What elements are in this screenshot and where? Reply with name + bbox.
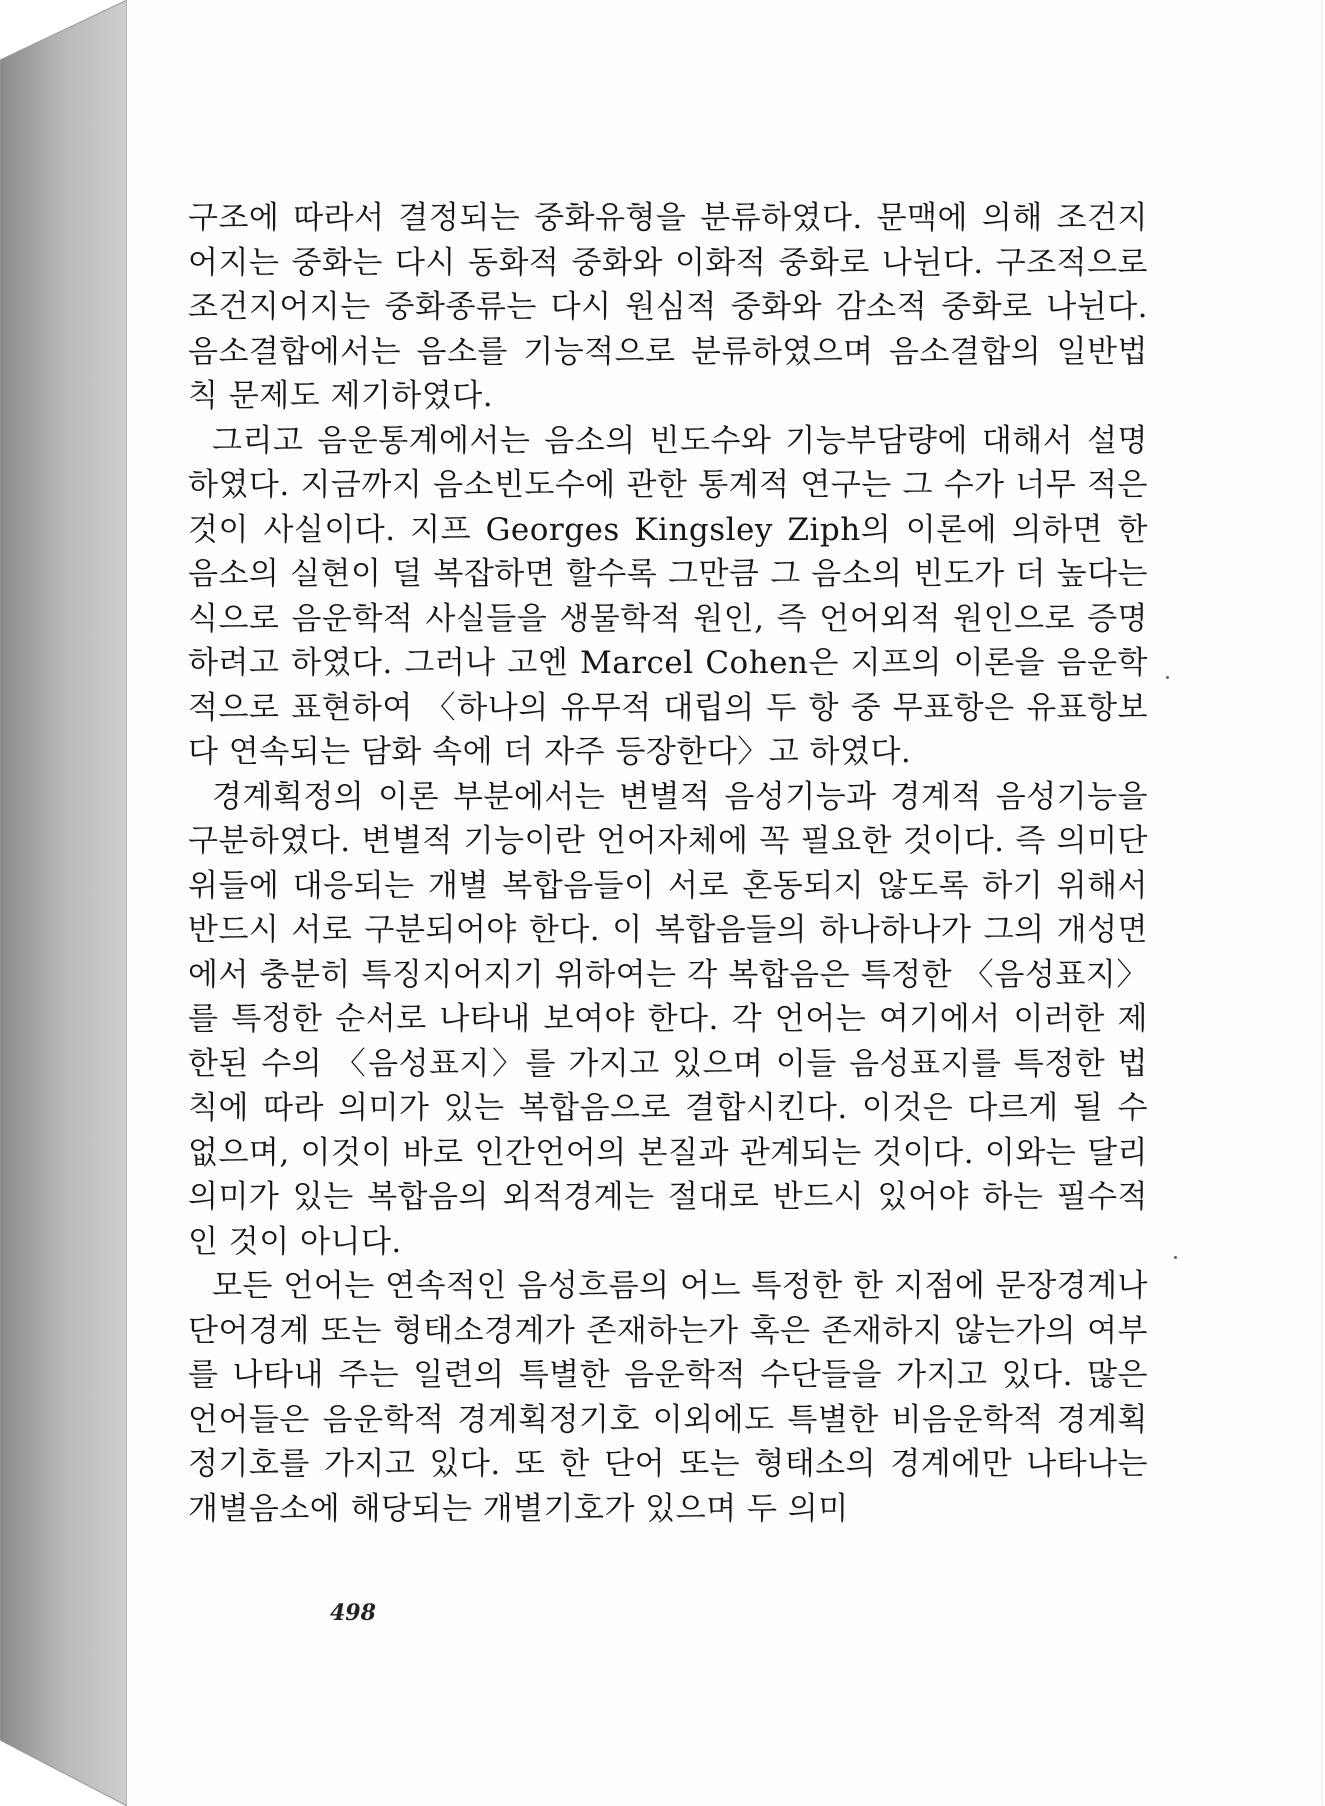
paragraph-3: 경계획정의 이론 부분에서는 변별적 음성기능과 경계적 음성기능을 구분하였다. 변별적 기능이란 언어자체에 꼭 필요한 것이다. 즉 의미단위들에 대응되는 개별 복합음들이 서로 혼동되지 않도록 하기 위해서 반드시 서로 구분되어야 한다. 이 복합음들의 하나하나가 그의 개성면에서 충분히 특징지어지기 위하여는 각 복합음은 특정한 〈음성표지〉를 특정한 순서로 나타내 보여야 한다. 각 언어는 여기에서 이러한 제한된 수의 〈음성표지〉를 가지고 있으며 이들 음성표지를 특정한 법칙에 따라 의미가 있는 복합음으로 결합시킨다. 이것은 다르게 될 수 없으며, 이것이 바로 인간언어의 본질과 관계되는 것이다. 이와는 달리 의미가 있는 복합음의 외적경계는 절대로 반드시 있어야 하는 필수적인 것이 아니다. bbox=[188, 778, 1148, 1260]
paragraph-1: 구조에 따라서 결정되는 중화유형을 분류하였다. 문맥에 의해 조건지어지는 중화는 다시 동화적 중화와 이화적 중화로 나뉜다. 구조적으로 조건지어지는 중화종류는 다시 원심적 중화와 감소적 중화로 나뉜다. 음소결합에서는 음소를 기능적으로 분류하였으며 음소결합의 일반법칙 문제도 제기하였다. bbox=[188, 200, 1148, 414]
page-number: 498 bbox=[330, 1600, 376, 1626]
paragraph-2: 그리고 음운통계에서는 음소의 빈도수와 기능부담량에 대해서 설명하였다. 지금까지 음소빈도수에 관한 통계적 연구는 그 수가 너무 적은 것이 사실이다. 지프 Georges Kingsley Ziph의 이론에 의하면 한 음소의 실현이 덜 복잡하면 할수록 그만큼 그 음소의 빈도가 더 높다는 식으로 음운학적 사실들을 생물학적 원인, 즉 언어외적 원인으로 증명하려고 하였다. 그러나 고엔 Marcel Cohen은 지프의 이론을 음운학적으로 표현하여 〈하나의 유무적 대립의 두 항 중 무표항은 유표항보다 연속되는 담화 속에 더 자주 등장한다〉고 하였다. bbox=[188, 422, 1148, 770]
scan-speck bbox=[1166, 676, 1169, 679]
scan-speck bbox=[1174, 1256, 1177, 1259]
page-body-text bbox=[188, 196, 1148, 1531]
paragraph-4: 모든 언어는 연속적인 음성흐름의 어느 특정한 한 지점에 문장경계나 단어경계 또는 형태소경계가 존재하는가 혹은 존재하지 않는가의 여부를 나타내 주는 일련의 특별한 음운학적 수단들을 가지고 있다. 많은 언어들은 음운학적 경계획정기호 이외에도 특별한 비음운학적 경계획정기호를 가지고 있다. 또 한 단어 또는 형태소의 경계에만 나타나는 개별음소에 해당되는 개별기호가 있으며 두 의미 bbox=[188, 1268, 1148, 1527]
